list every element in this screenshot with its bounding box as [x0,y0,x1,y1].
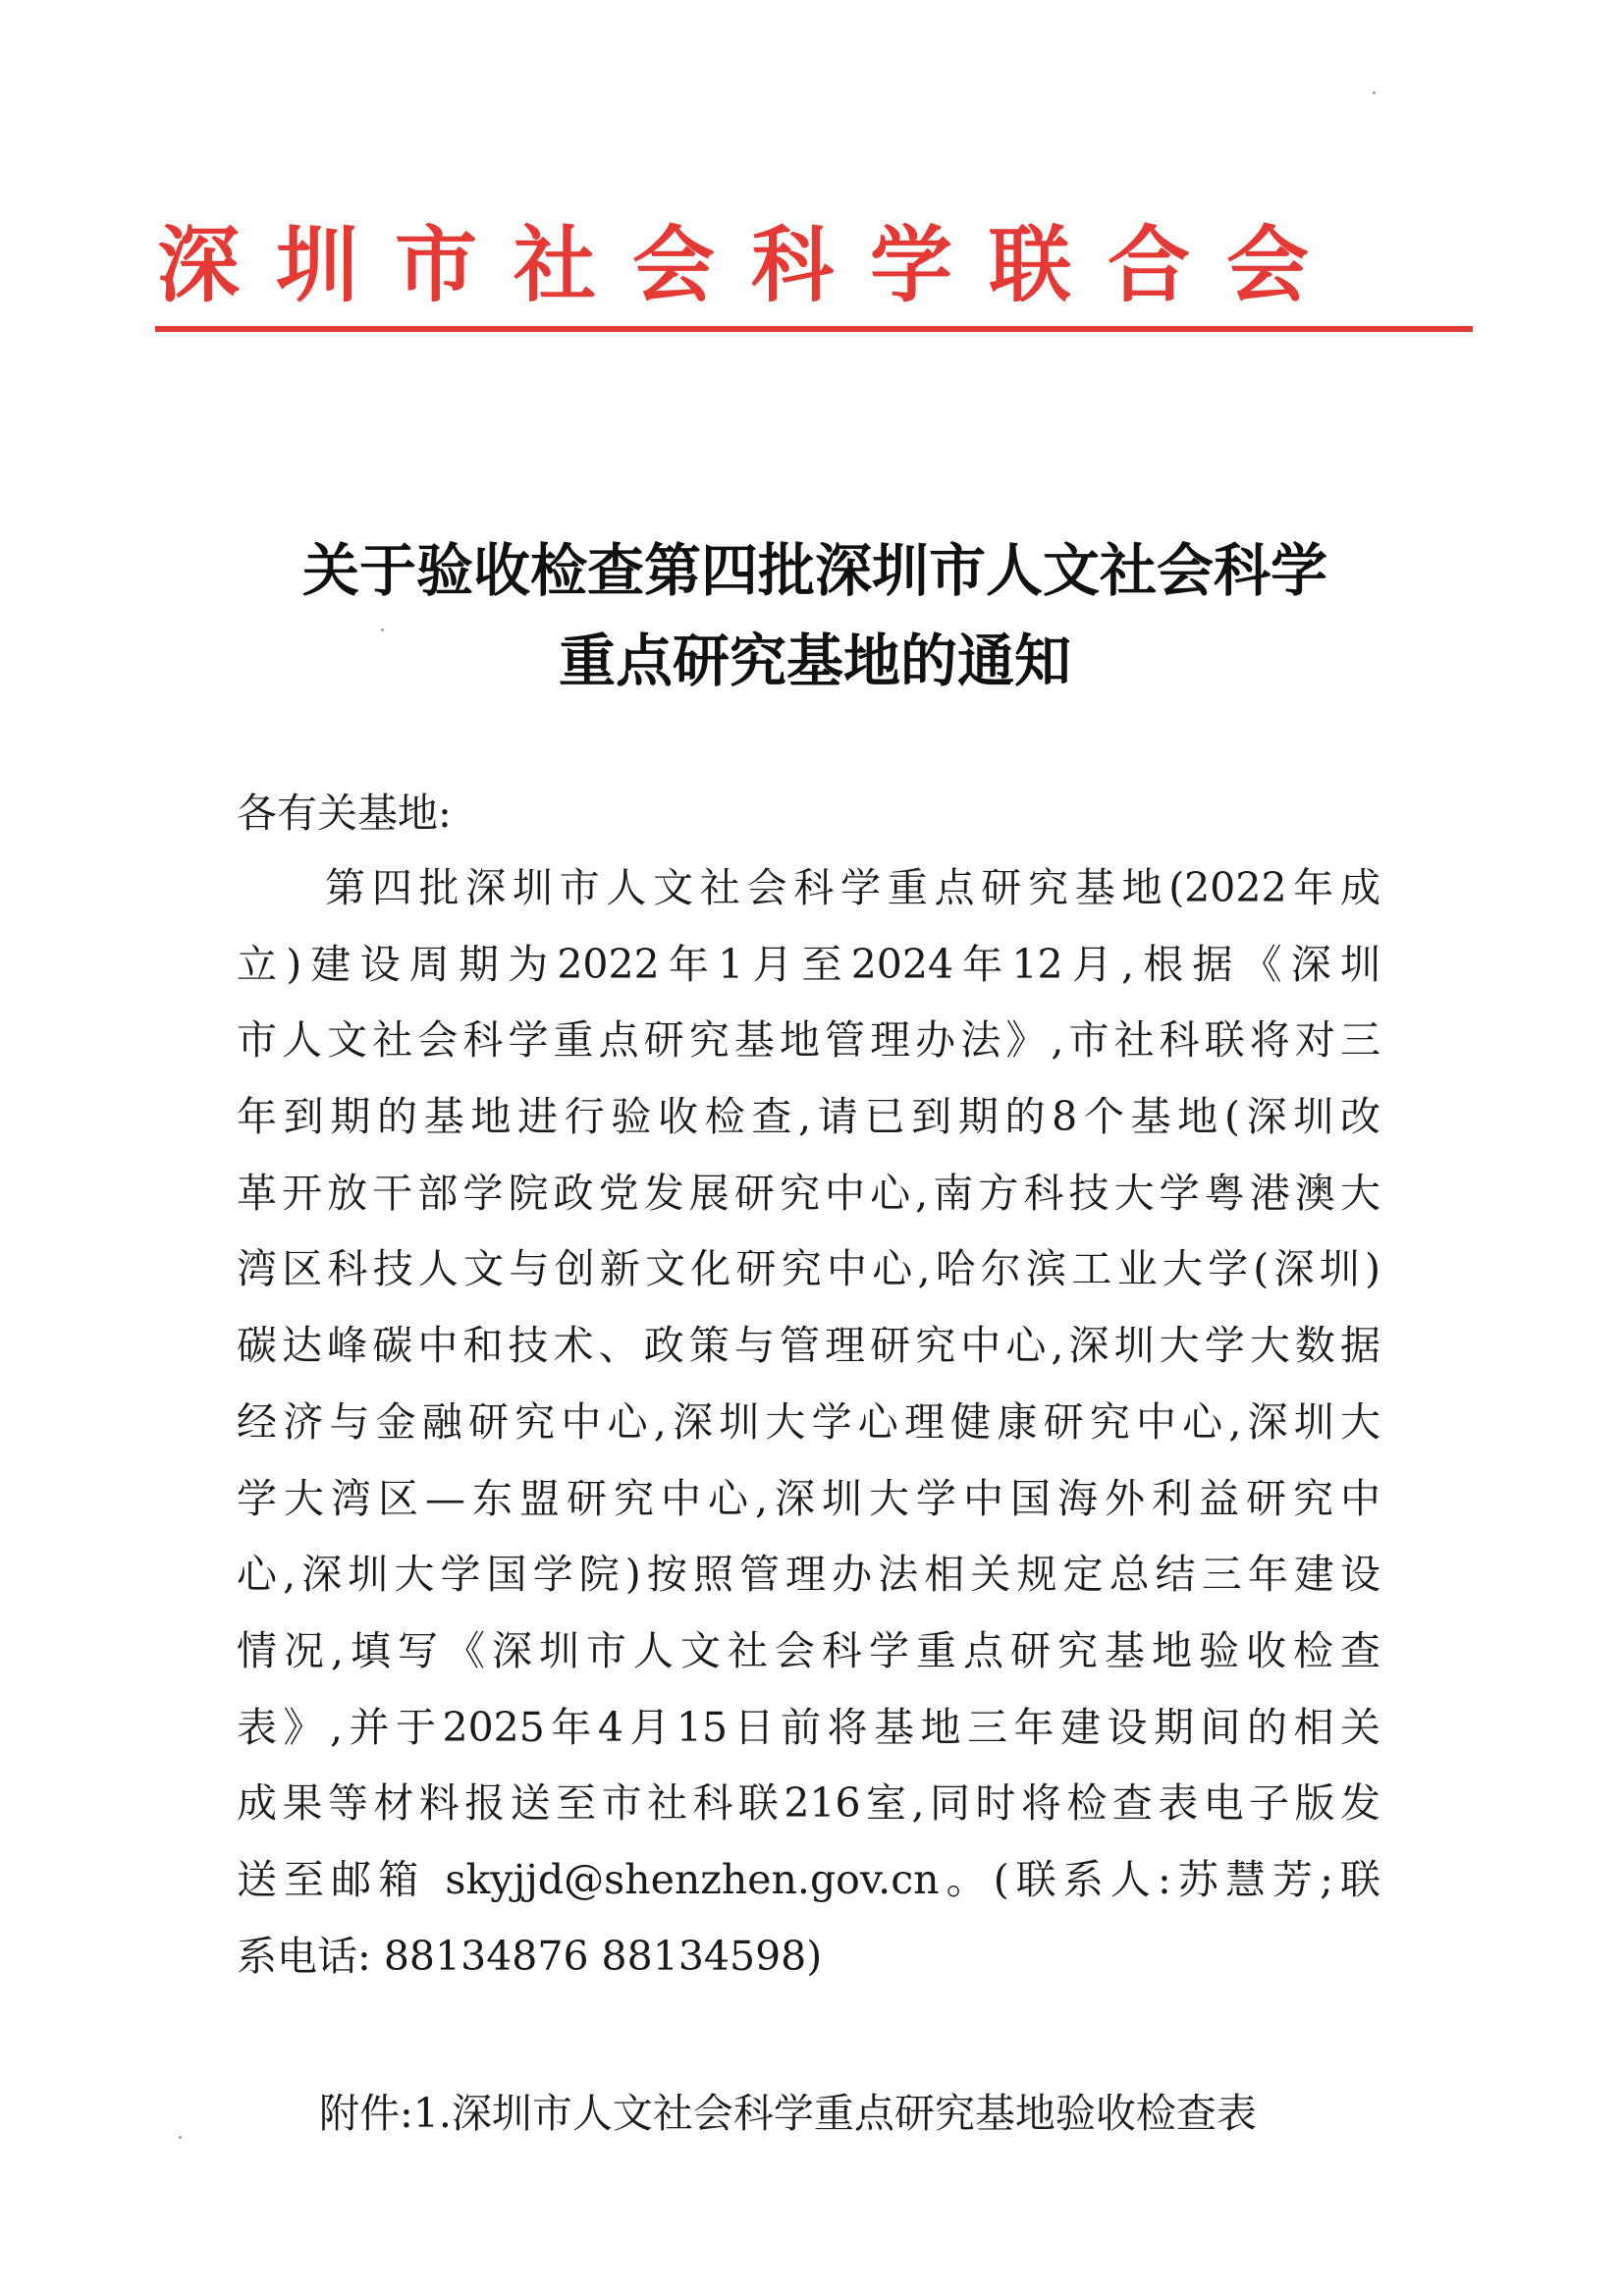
body-line: 系电话: 88134876 88134598) [237,1932,823,1980]
body-line: 第四批深圳市人文社会科学重点研究基地(2022年成 [325,864,1380,911]
body-line: 心,深圳大学国学院)按照管理办法相关规定总结三年建设 [237,1551,1380,1599]
body-line: 湾区科技人文与创新文化研究中心,哈尔滨工业大学(深圳) [237,1245,1380,1293]
body-line: 表》,并于2025年4月15日前将基地三年建设期间的相关 [237,1703,1380,1751]
scan-speck [1373,91,1376,94]
body-line: 学大湾区—东盟研究中心,深圳大学中国海外利益研究中 [237,1474,1380,1522]
body-paragraph [237,850,1380,1995]
body-line: 革开放干部学院政党发展研究中心,南方科技大学粤港澳大 [237,1169,1380,1217]
organization-header: 深圳市社会科学联合会 [157,217,1346,313]
document-title [157,525,1473,706]
body-line: 立)建设周期为2022年1月至2024年12月,根据《深圳 [237,940,1380,988]
body-line: 碳达峰碳中和技术、政策与管理研究中心,深圳大学大数据 [237,1322,1380,1370]
body-line: 市人文社会科学重点研究基地管理办法》,市社科联将对三 [237,1016,1380,1065]
title-line-1: 关于验收检查第四批深圳市人文社会科学 [301,537,1327,604]
title-line-2: 重点研究基地的通知 [558,628,1071,694]
salutation: 各有关基地: [237,790,452,837]
scan-speck [179,2136,182,2139]
body-line: 成果等材料报送至市社科联216室,同时将检查表电子版发 [237,1779,1380,1828]
body-line: 送至邮箱 skyjjd@shenzhen.gov.cn。(联系人:苏慧芳;联 [237,1855,1380,1903]
scan-speck [381,629,384,631]
body-line: 年到期的基地进行验收检查,请已到期的8个基地(深圳改 [237,1093,1380,1141]
attachment-note: 附件:1.深圳市人文社会科学重点研究基地验收检查表 [319,2090,1257,2137]
red-header-rule [155,326,1473,332]
body-line: 经济与金融研究中心,深圳大学心理健康研究中心,深圳大 [237,1397,1380,1446]
body-line: 情况,填写《深圳市人文社会科学重点研究基地验收检查 [237,1626,1380,1674]
